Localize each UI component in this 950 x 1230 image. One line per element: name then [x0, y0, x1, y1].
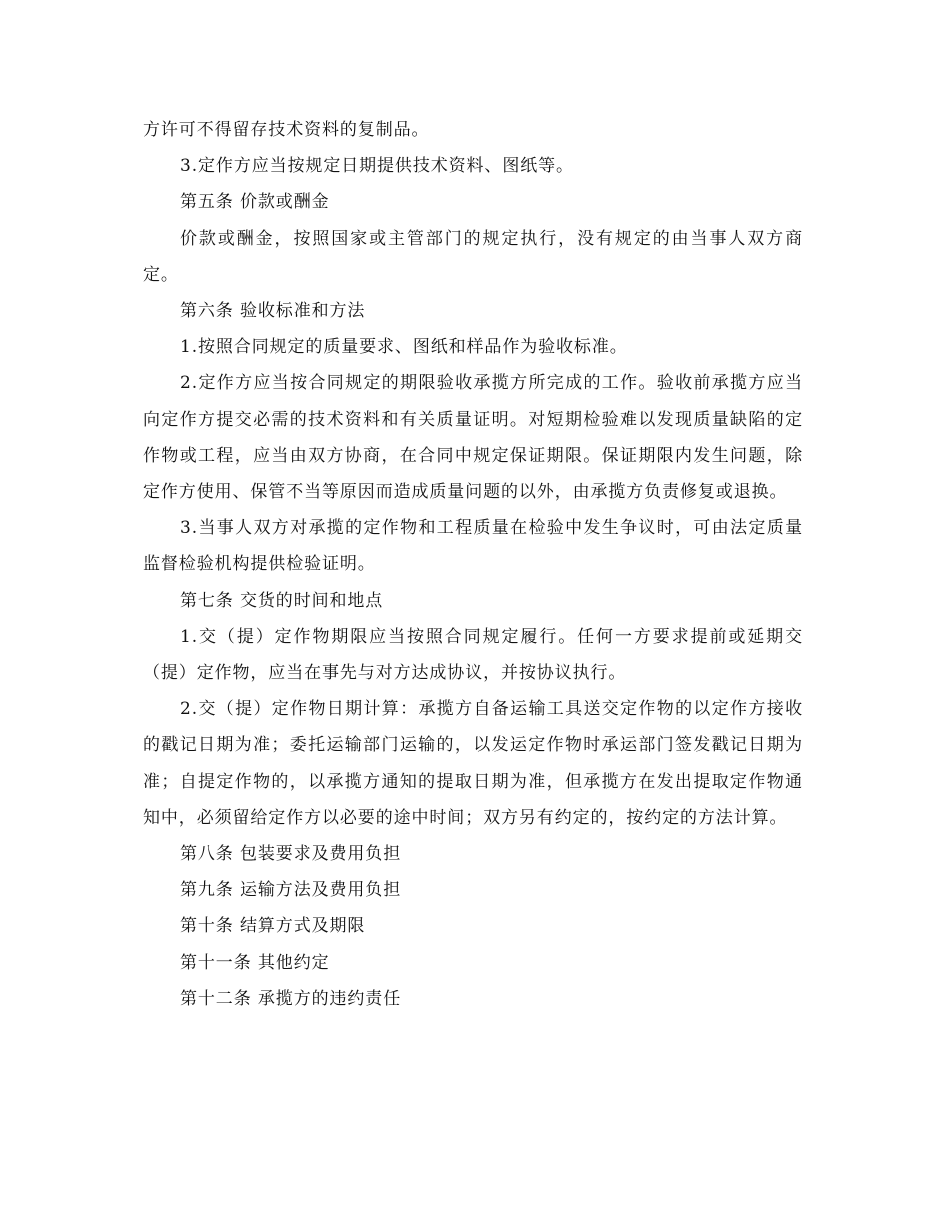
paragraph-article-5-body: 价款或酬金，按照国家或主管部门的规定执行，没有规定的由当事人双方商定。 — [143, 228, 803, 285]
paragraph-article-6-item-3: 3.当事人双方对承揽的定作物和工程质量在检验中发生争议时，可由法定质量监督检验机构提供检验证明。 — [143, 518, 803, 575]
paragraph-article-7-item-1: 1.交（提）定作物期限应当按照合同规定履行。任何一方要求提前或延期交（提）定作物，应当在事先与对方达成协议，并按协议执行。 — [143, 626, 803, 684]
heading-article-10: 第十条 结算方式及期限 — [180, 916, 366, 937]
paragraph-article-6-item-2: 2.定作方应当按合同规定的期限验收承揽方所完成的工作。验收前承揽方应当向定作方提交必需的技术资料和有关质量证明。对短期检验难以发现质量缺陷的定作物或工程，应当由双方协商，在合同中规定保证期限。保证期限内发生问题，除定作方使用、保管不当等原因而造成质量问题的以外，由承揽方负责修复或退换。 — [143, 373, 803, 503]
heading-article-5: 第五条 价款或酬金 — [180, 192, 330, 213]
heading-article-8: 第八条 包装要求及费用负担 — [180, 844, 402, 865]
paragraph-continuation: 方许可不得留存技术资料的复制品。 — [143, 120, 430, 140]
paragraph-article-6-item-1: 1.按照合同规定的质量要求、图纸和样品作为验收标准。 — [180, 337, 628, 358]
heading-article-9: 第九条 运输方法及费用负担 — [180, 880, 402, 901]
paragraph-article-7-item-2: 2.交（提）定作物日期计算：承揽方自备运输工具送交定作物的以定作方接收的戳记日期为准；委托运输部门运输的，以发运定作物时承运部门签发戳记日期为准；自提定作物的，以承揽方通知的提取日期为准，但承揽方在发出提取定作物通知中，必须留给定作方以必要的途中时间；双方另有约定的，按约定的方法计算。 — [143, 699, 803, 828]
paragraph-clause-4-item-3: 3.定作方应当按规定日期提供技术资料、图纸等。 — [180, 156, 574, 177]
heading-article-7: 第七条 交货的时间和地点 — [180, 590, 384, 611]
document-body — [143, 112, 803, 1017]
heading-article-11: 第十一条 其他约定 — [180, 952, 330, 973]
heading-article-6: 第六条 验收标准和方法 — [180, 301, 366, 322]
heading-article-12: 第十二条 承揽方的违约责任 — [180, 988, 402, 1009]
